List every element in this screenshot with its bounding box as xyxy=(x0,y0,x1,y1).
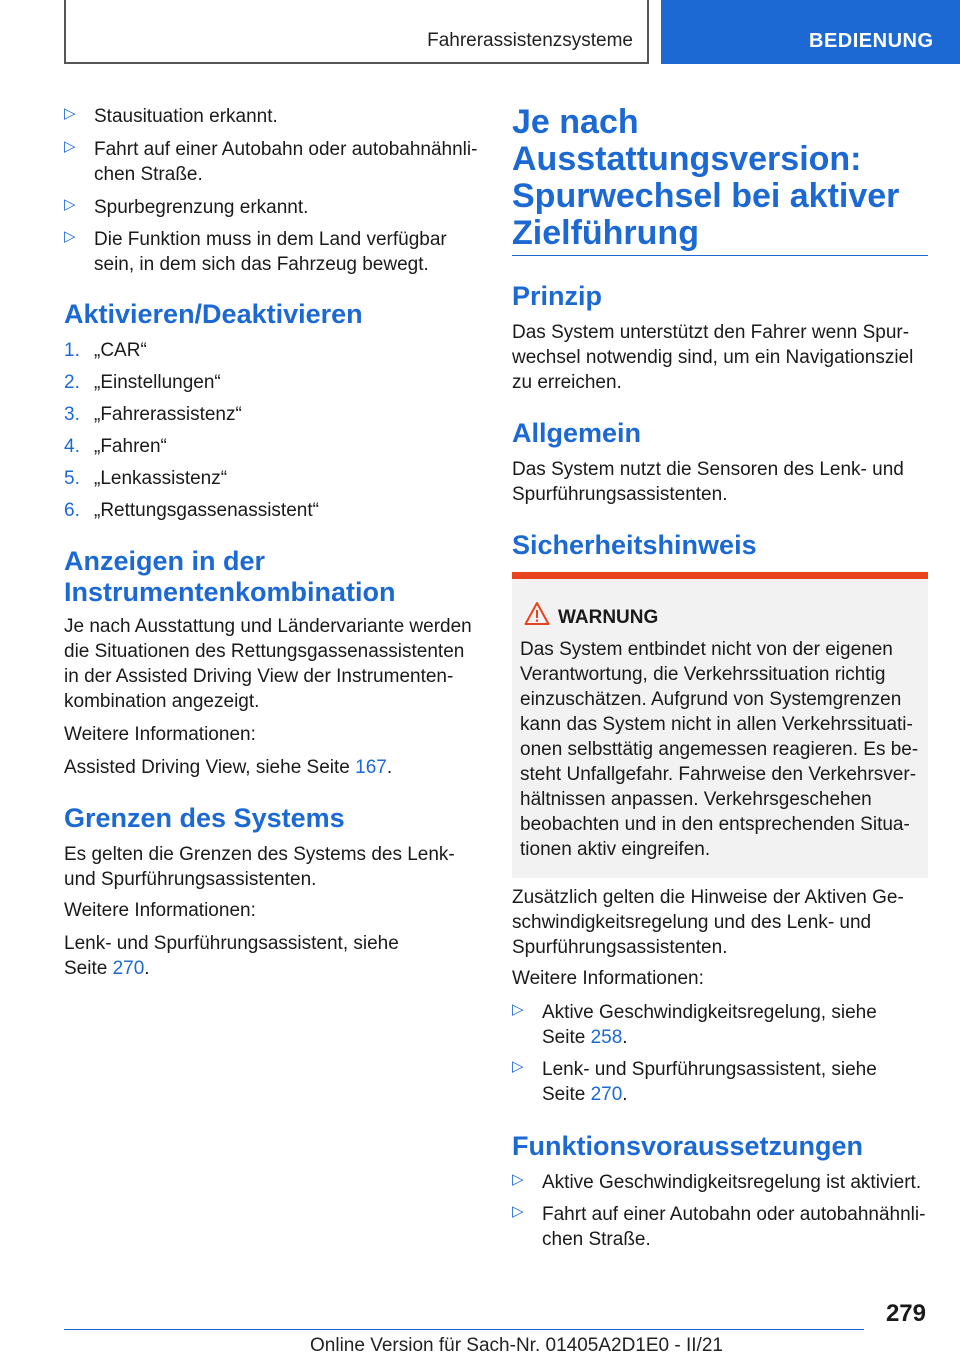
step-number: 6. xyxy=(64,500,80,521)
general-paragraph xyxy=(512,457,904,507)
reference-end: . xyxy=(622,1027,628,1048)
reference-line xyxy=(64,956,399,981)
list-item-text: sein, in dem sich das Fahrzeug bewegt. xyxy=(94,254,429,275)
header-chapter-box xyxy=(64,0,649,64)
step-text: „Rettungsgassenassistent“ xyxy=(94,500,319,521)
heading-principle: Prinzip xyxy=(512,281,603,311)
step-number: 1. xyxy=(64,340,80,361)
reference-text: Aktive Geschwindigkeitsregelung, siehe xyxy=(542,1002,877,1023)
warning-triangle-icon xyxy=(524,601,550,627)
chapter-title: Fahrerassistenzsysteme xyxy=(427,30,633,51)
text-line: beobachten und in den entsprechenden Situa- xyxy=(520,814,910,835)
heading-safety: Sicherheitshinweis xyxy=(512,530,757,560)
reference-end: . xyxy=(386,757,393,778)
text-line: steht Unfallgefahr. Fahrweise den Verkehrsver- xyxy=(520,764,917,785)
reference-text: Seite xyxy=(542,1027,591,1048)
list-item xyxy=(512,1000,877,1050)
text-line: die Situationen des Rettungsgassenassistenten xyxy=(64,641,465,662)
text-line: in der Assisted Driving View der Instrumenten- xyxy=(64,666,454,687)
step-number: 5. xyxy=(64,468,80,489)
step-number: 3. xyxy=(64,404,80,425)
header-section-tab xyxy=(661,0,960,64)
page-title-line: Spurwechsel bei aktiver xyxy=(512,177,900,215)
heading-requirements: Funktionsvoraussetzungen xyxy=(512,1131,864,1161)
reference-end: . xyxy=(622,1084,628,1105)
text-line: Spurführungsassistenten. xyxy=(512,484,728,505)
warning-text xyxy=(520,637,922,862)
text-line: Es gelten die Grenzen des Systems des Lenk- xyxy=(64,844,455,865)
text-line: tionen aktiv eingreifen. xyxy=(520,839,711,860)
list-item-text: Fahrt auf einer Autobahn oder autobahnähnli- xyxy=(542,1204,926,1225)
reference-block xyxy=(64,931,399,981)
list-item-text: Fahrt auf einer Autobahn oder autobahnähnli- xyxy=(94,139,478,160)
list-item-text: Aktive Geschwindigkeitsregelung ist aktiviert. xyxy=(542,1172,922,1193)
text-line: Das System nutzt die Sensoren des Lenk- und xyxy=(512,459,904,480)
triangle-bullet-icon: ▷ xyxy=(512,1001,524,1018)
page-number: 279 xyxy=(885,1300,926,1327)
step-text: „Lenkassistenz“ xyxy=(94,468,228,489)
reference-text: Assisted Driving View, siehe Seite xyxy=(64,757,356,778)
text-line: Das System entbindet nicht von der eigenen xyxy=(520,639,893,660)
reference-text: Lenk- und Spurführungsassistent, siehe xyxy=(542,1059,877,1080)
list-item-text: Spurbegrenzung erkannt. xyxy=(94,197,309,218)
principle-paragraph xyxy=(512,320,913,395)
reference-end: . xyxy=(144,958,150,979)
step-text: „Fahren“ xyxy=(94,436,167,457)
list-item xyxy=(64,227,447,277)
text-line: und Spurführungsassistenten. xyxy=(64,869,317,890)
heading-limits: Grenzen des Systems xyxy=(64,803,345,833)
triangle-bullet-icon: ▷ xyxy=(64,138,76,155)
more-info-label: Weitere Informationen: xyxy=(64,900,256,921)
list-item-text: Stausituation erkannt. xyxy=(94,106,278,127)
triangle-bullet-icon: ▷ xyxy=(512,1171,524,1188)
list-item-text: chen Straße. xyxy=(94,164,203,185)
list-item xyxy=(512,1057,877,1107)
reference-line xyxy=(64,755,392,780)
page-title-line: Je nach xyxy=(512,103,639,141)
text-line: Spurführungsassistenten. xyxy=(512,937,728,958)
step-number: 2. xyxy=(64,372,80,393)
list-item xyxy=(64,137,477,187)
triangle-bullet-icon: ▷ xyxy=(64,228,76,245)
more-info-label: Weitere Informationen: xyxy=(64,724,256,745)
page-link[interactable]: 270 xyxy=(112,958,145,979)
title-divider xyxy=(512,255,928,256)
step-text: „Einstellungen“ xyxy=(94,372,221,393)
triangle-bullet-icon: ▷ xyxy=(512,1203,524,1220)
additional-paragraph xyxy=(512,885,904,960)
page-title-line: Zielführung xyxy=(512,214,699,252)
list-item xyxy=(64,104,278,129)
reference-text: Seite xyxy=(542,1084,591,1105)
text-line: schwindigkeitsregelung und des Lenk- und xyxy=(512,912,872,933)
page-link[interactable]: 270 xyxy=(590,1084,623,1105)
text-line: Je nach Ausstattung und Ländervariante werden xyxy=(64,616,472,637)
text-line: Zusätzlich gelten die Hinweise der Aktiven Ge- xyxy=(512,887,904,908)
text-line: Verantwortung, die Verkehrssituation richtig xyxy=(520,664,886,685)
list-item xyxy=(64,195,308,220)
text-line: onen selbsttätig angemessen reagieren. Es be- xyxy=(520,739,919,760)
list-item-text: Die Funktion muss in dem Land verfügbar xyxy=(94,229,447,250)
limits-paragraph xyxy=(64,842,455,892)
display-paragraph xyxy=(64,614,484,714)
text-line: einzuschätzen. Aufgrund von Systemgrenzen xyxy=(520,689,902,710)
reference-text: Seite xyxy=(64,958,113,979)
triangle-bullet-icon: ▷ xyxy=(64,105,76,122)
section-title: BEDIENUNG xyxy=(809,30,934,52)
list-item xyxy=(512,1170,921,1195)
heading-display-2: Instrumentenkombination xyxy=(64,577,396,607)
step-text: „CAR“ xyxy=(94,340,147,361)
page-link[interactable]: 258 xyxy=(590,1027,623,1048)
heading-activate: Aktivieren/Deaktivieren xyxy=(64,299,363,329)
step-text: „Fahrerassistenz“ xyxy=(94,404,242,425)
list-item xyxy=(512,1202,925,1252)
page-title-line: Ausstattungsversion: xyxy=(512,140,862,178)
triangle-bullet-icon: ▷ xyxy=(64,196,76,213)
list-item-text: chen Straße. xyxy=(542,1229,651,1250)
text-line: kombination angezeigt. xyxy=(64,691,260,712)
triangle-bullet-icon: ▷ xyxy=(512,1058,524,1075)
warning-label: WARNUNG xyxy=(558,607,659,628)
text-line: hältnissen anpassen. Verkehrsgeschehen xyxy=(520,789,872,810)
warning-box xyxy=(512,572,928,878)
more-info-label: Weitere Informationen: xyxy=(512,968,704,989)
text-line: Das System unterstützt den Fahrer wenn Spur- xyxy=(512,322,910,343)
text-line: kann das System nicht in allen Verkehrssituati- xyxy=(520,714,913,735)
heading-general: Allgemein xyxy=(512,418,642,448)
page-link[interactable]: 167 xyxy=(355,757,387,778)
footer-divider xyxy=(64,1329,864,1330)
reference-line xyxy=(542,1082,877,1107)
reference-line xyxy=(542,1025,877,1050)
reference-text: Lenk- und Spurführungsassistent, siehe xyxy=(64,933,399,954)
heading-display-1: Anzeigen in der xyxy=(64,546,266,576)
text-line: wechsel notwendig sind, um ein Navigationsziel xyxy=(512,347,914,368)
step-number: 4. xyxy=(64,436,80,457)
footer-text: Online Version für Sach-Nr. 01405A2D1E0 - II/21 xyxy=(310,1335,723,1356)
text-line: zu erreichen. xyxy=(512,372,622,393)
